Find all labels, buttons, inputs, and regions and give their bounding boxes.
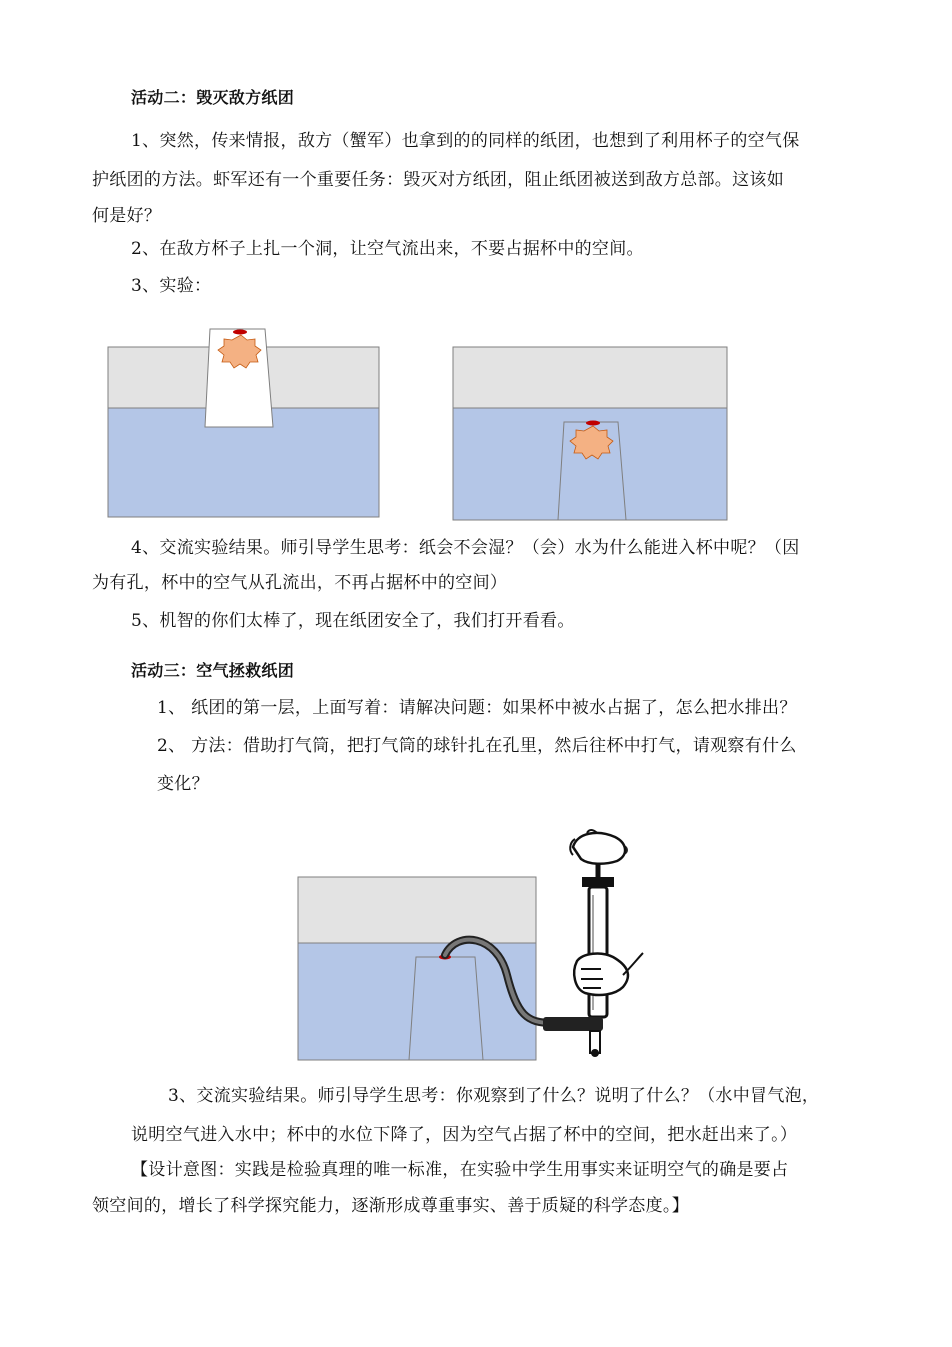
design-intent-line-2: 领空间的，增长了科学探究能力，逐渐形成尊重事实、善于质疑的科学态度。】 — [92, 1196, 689, 1216]
experiment-figure-cup-entering — [107, 326, 381, 519]
activity-three-paragraph-1: 1、 纸团的第一层，上面写着：请解决问题：如果杯中被水占据了，怎么把水排出？ — [157, 698, 797, 718]
activity-two-paragraph-2: 2、在敌方杯子上扎一个洞，让空气流出来，不要占据杯中的空间。 — [131, 239, 644, 259]
activity-two-paragraph-1-line-3: 何是好？ — [92, 206, 162, 226]
hand-icon-top — [570, 830, 625, 864]
experiment-figure-air-pump — [297, 825, 647, 1065]
air-region — [453, 347, 727, 408]
experiment-figure-cup-submerged — [452, 346, 730, 522]
activity-two-heading: 活动二：毁灭敌方纸团 — [131, 88, 295, 107]
activity-three-heading: 活动三：空气拯救纸团 — [131, 661, 295, 680]
hand-icon-bottom — [574, 953, 643, 995]
air-region — [298, 877, 536, 943]
activity-three-paragraph-2-line-1: 2、 方法：借助打气筒，把打气筒的球针扎在孔里，然后往杯中打气，请观察有什么 — [157, 736, 797, 756]
activity-two-paragraph-4-line-1: 4、交流实验结果。师引导学生思考：纸会不会湿？（会）水为什么能进入杯中呢？（因 — [131, 538, 800, 558]
activity-three-paragraph-3-line-1: 3、交流实验结果。师引导学生思考：你观察到了什么？说明了什么？（水中冒气泡， — [168, 1086, 820, 1106]
activity-two-paragraph-1-line-1: 1、突然，传来情报，敌方（蟹军）也拿到的的同样的纸团，也想到了利用杯子的空气保 — [131, 131, 800, 151]
activity-three-paragraph-3-line-2: 说明空气进入水中；杯中的水位下降了，因为空气占据了杯中的空间，把水赶出来了。） — [131, 1125, 798, 1145]
design-intent-line-1: 【设计意图：实践是检验真理的唯一标准，在实验中学生用事实来证明空气的确是要占 — [131, 1160, 789, 1180]
hole-marker — [233, 330, 247, 335]
activity-two-paragraph-5: 5、机智的你们太棒了，现在纸团安全了，我们打开看看。 — [131, 611, 575, 631]
activity-two-paragraph-4-line-2: 为有孔，杯中的空气从孔流出，不再占据杯中的空间） — [92, 573, 508, 593]
pump-icon — [543, 845, 628, 1057]
activity-two-paragraph-3: 3、实验： — [131, 276, 212, 296]
activity-three-paragraph-2-line-2: 变化？ — [157, 774, 209, 794]
hole-marker — [586, 421, 600, 426]
activity-two-paragraph-1-line-2: 护纸团的方法。虾军还有一个重要任务：毁灭对方纸团，阻止纸团被送到敌方总部。这该如 — [92, 170, 784, 190]
